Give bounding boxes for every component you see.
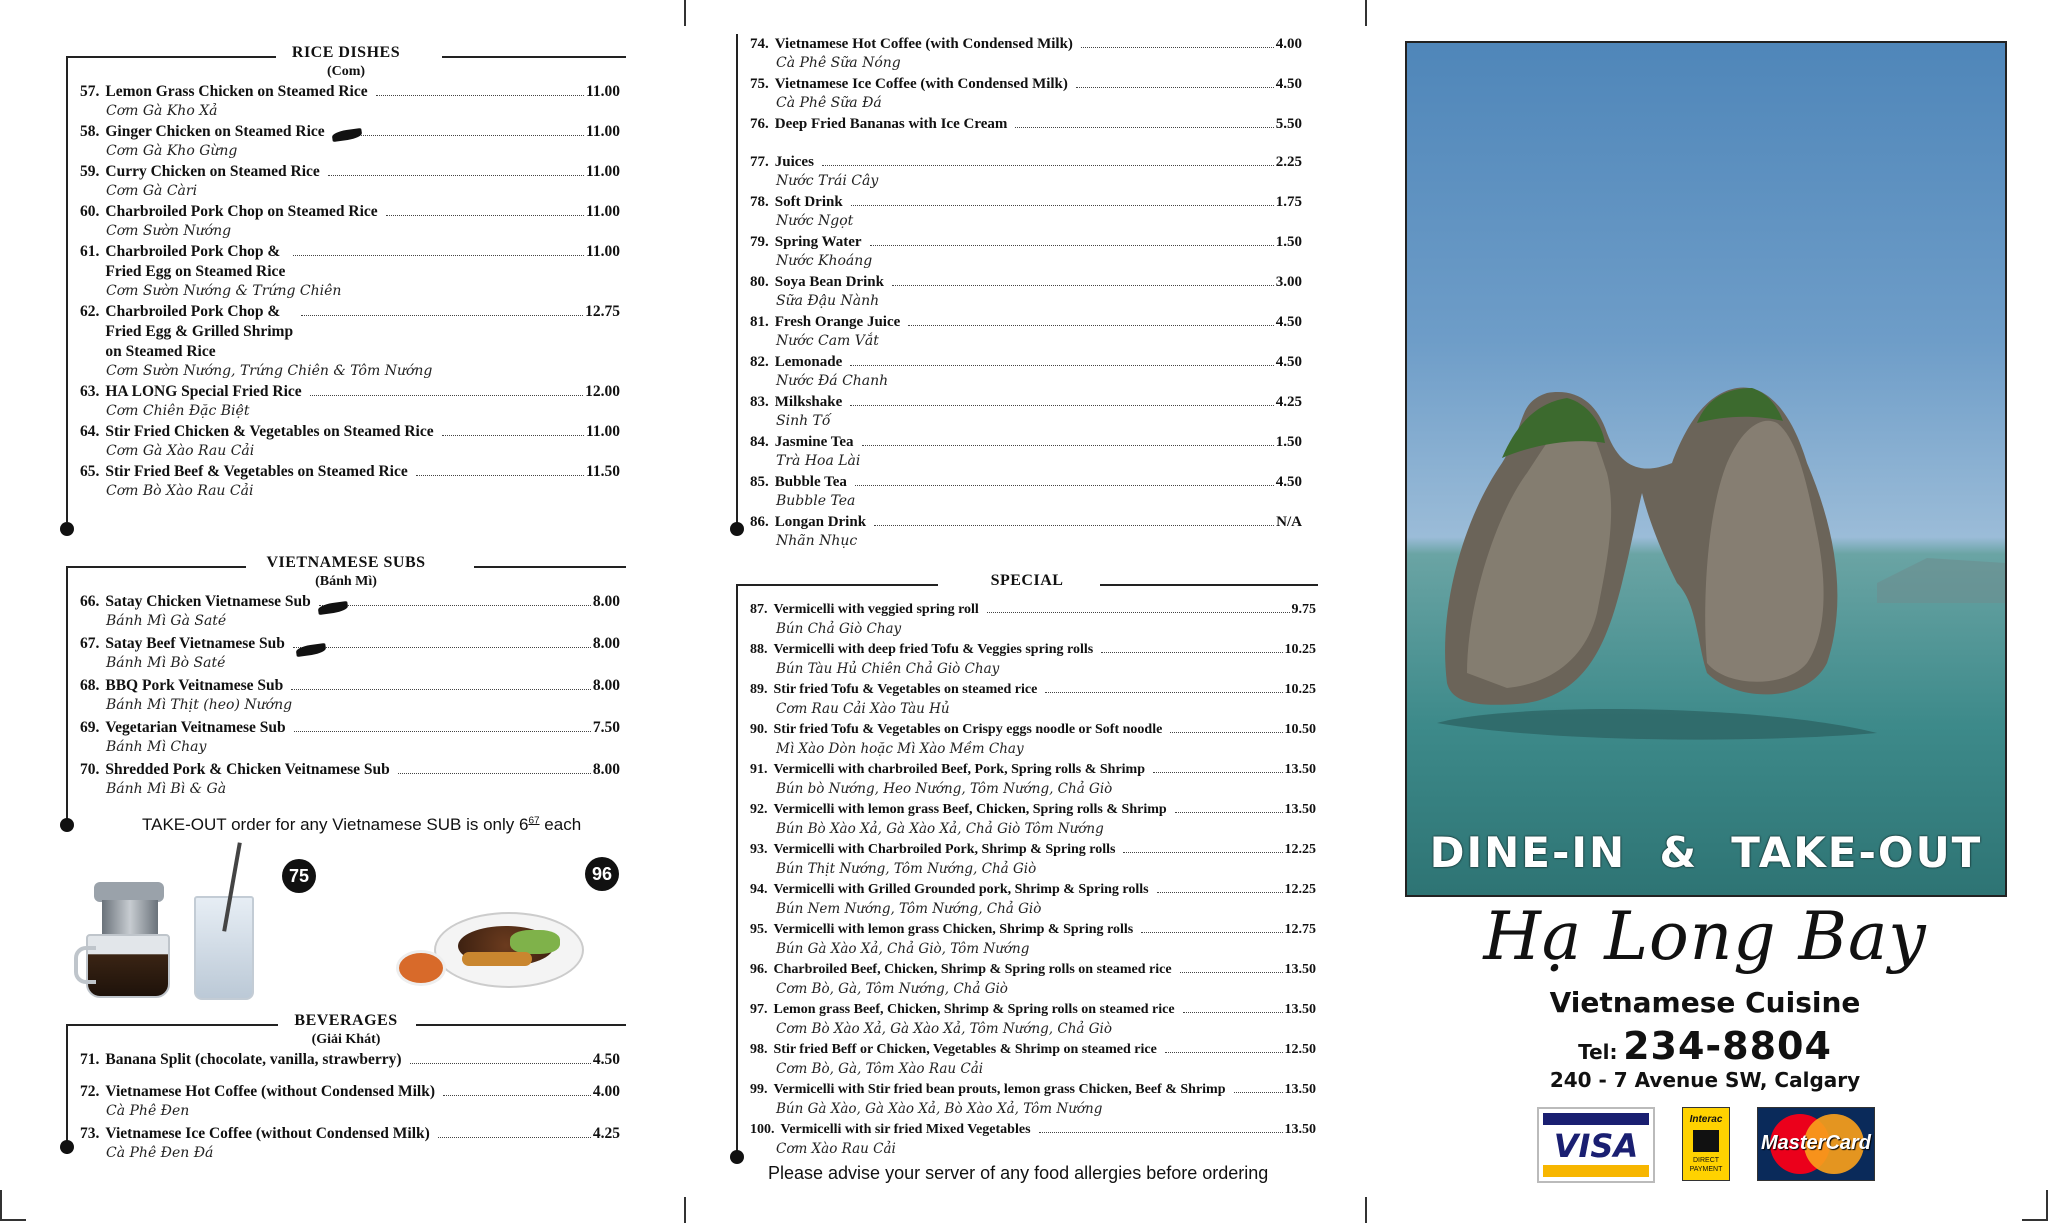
drinks-section xyxy=(736,34,1302,549)
item-number: 78. xyxy=(750,194,769,210)
item-vietnamese-name: Nước Trái Cây xyxy=(776,173,879,189)
item-name: Milkshake xyxy=(774,394,843,410)
item-name: Stir fried Beff or Chicken, Vegetables & Shrimp on steamed rice xyxy=(773,1042,1157,1057)
rice-section xyxy=(66,44,626,534)
badge-96: 96 xyxy=(585,857,619,891)
menu-item xyxy=(750,640,1316,679)
menu-item xyxy=(750,1040,1316,1079)
item-vietnamese-name: Nhãn Nhục xyxy=(776,533,858,549)
menu-item xyxy=(750,472,1302,510)
special-items xyxy=(750,600,1316,1160)
menu-item xyxy=(80,592,620,630)
item-price: 4.50 xyxy=(592,1051,620,1068)
item-name: Vermicelli with lemon grass Beef, Chicken, Spring rolls & Shrimp xyxy=(773,802,1167,817)
item-price: 12.25 xyxy=(1284,842,1316,857)
dine-in-banner: DINE-IN & TAKE-OUT xyxy=(1429,828,1983,877)
leader-dots xyxy=(908,325,1273,326)
mastercard-logo: MasterCard xyxy=(1757,1107,1875,1181)
special-section xyxy=(736,572,1318,1172)
item-number: 95. xyxy=(750,922,768,937)
leader-dots xyxy=(851,205,1274,206)
rice-title: RICE DISHES xyxy=(291,44,401,61)
item-name: Longan Drink xyxy=(774,514,867,530)
item-number: 63. xyxy=(80,383,100,400)
item-number: 91. xyxy=(750,762,768,777)
leader-dots xyxy=(293,255,584,256)
item-name: Soft Drink xyxy=(774,194,843,210)
menu-item xyxy=(80,82,620,120)
item-price: 13.50 xyxy=(1284,762,1316,777)
leader-dots xyxy=(892,285,1274,286)
item-price: 11.00 xyxy=(585,203,620,220)
menu-item xyxy=(80,122,620,160)
leader-dots xyxy=(870,245,1274,246)
item-vietnamese-name: Bún bò Nướng, Heo Nướng, Tôm Nướng, Chả Giò xyxy=(776,781,1113,797)
item-vietnamese-name: Trà Hoa Lài xyxy=(776,453,861,469)
item-vietnamese-name: Bánh Mì Chay xyxy=(106,739,207,755)
item-vietnamese-name: Nước Cam Vắt xyxy=(776,333,879,349)
menu-item xyxy=(750,232,1302,270)
item-name: Stir Fried Beef & Vegetables on Steamed Rice xyxy=(105,463,408,480)
menu-item xyxy=(750,34,1302,72)
menu-item xyxy=(750,272,1302,310)
item-name: Satay Chicken Vietnamese Sub xyxy=(105,593,311,610)
item-name: Charbroiled Pork Chop on Steamed Rice xyxy=(105,203,378,220)
item-price: 13.50 xyxy=(1284,962,1316,977)
leader-dots xyxy=(850,365,1274,366)
drinks-items xyxy=(750,34,1302,552)
item-vietnamese-name: Bubble Tea xyxy=(776,493,856,509)
interac-logo: Interac DIRECT PAYMENT xyxy=(1682,1107,1730,1181)
menu-item xyxy=(750,152,1302,190)
item-vietnamese-name: Bún Nem Nướng, Tôm Nướng, Chả Giò xyxy=(776,901,1042,917)
item-vietnamese-name: Cơm Xào Rau Cải xyxy=(776,1141,896,1157)
item-price: 4.25 xyxy=(592,1125,620,1142)
item-name: BBQ Pork Veitnamese Sub xyxy=(105,677,284,694)
item-number: 61. xyxy=(80,243,100,260)
item-vietnamese-name: Cơm Sườn Nướng & Trứng Chiên xyxy=(106,283,342,299)
item-number: 98. xyxy=(750,1042,768,1057)
menu-item xyxy=(80,162,620,200)
menu-item xyxy=(750,114,1302,134)
menu-item xyxy=(750,74,1302,112)
menu-item xyxy=(80,1124,620,1162)
item-price: 8.00 xyxy=(592,635,620,652)
item-number: 76. xyxy=(750,116,769,132)
menu-item xyxy=(750,192,1302,230)
item-number: 100. xyxy=(750,1122,775,1137)
item-vietnamese-name: Cơm Sườn Nướng, Trứng Chiên & Tôm Nướng xyxy=(106,363,433,379)
leader-dots xyxy=(1045,692,1282,693)
leader-dots xyxy=(410,1063,591,1064)
item-name: Vermicelli with deep fried Tofu & Veggies spring rolls xyxy=(773,642,1094,657)
menu-item xyxy=(750,920,1316,959)
item-vietnamese-name: Cơm Rau Cải Xào Tàu Hủ xyxy=(776,701,950,717)
item-name: Vietnamese Ice Coffee (without Condensed Milk) xyxy=(105,1125,430,1142)
beverages-subtitle: (Giải Khát) xyxy=(311,1032,381,1047)
visa-logo: VISA xyxy=(1537,1107,1655,1183)
item-name: Charbroiled Pork Chop & Fried Egg & Grilled Shrimp on Steamed Rice xyxy=(105,303,294,360)
leader-dots xyxy=(416,475,584,476)
item-price: 9.75 xyxy=(1291,602,1316,617)
item-number: 92. xyxy=(750,802,768,817)
leader-dots xyxy=(294,731,591,732)
leader-dots xyxy=(1165,1052,1283,1053)
menu-item xyxy=(750,312,1302,350)
item-number: 75. xyxy=(750,76,769,92)
leader-dots xyxy=(443,1095,591,1096)
beverages-section xyxy=(66,1012,626,1192)
menu-item xyxy=(750,392,1302,430)
menu-item xyxy=(80,462,620,500)
item-vietnamese-name: Cơm Bò Xào Xả, Gà Xào Xả, Tôm Nướng, Chả Giò xyxy=(776,1021,1112,1037)
rice-subtitle: (Com) xyxy=(326,64,366,79)
item-number: 96. xyxy=(750,962,768,977)
item-vietnamese-name: Bánh Mì Bò Saté xyxy=(106,655,226,671)
item-price: N/A xyxy=(1276,514,1302,530)
leader-dots xyxy=(1081,47,1274,48)
item-vietnamese-name: Cơm Sườn Nướng xyxy=(106,223,232,239)
rice-items xyxy=(80,82,620,502)
item-vietnamese-name: Sữa Đậu Nành xyxy=(776,293,880,309)
leader-dots xyxy=(386,215,584,216)
menu-item xyxy=(750,800,1316,839)
leader-dots xyxy=(333,135,584,136)
item-number: 79. xyxy=(750,234,769,250)
item-price: 13.50 xyxy=(1284,1122,1316,1137)
leader-dots xyxy=(301,315,583,316)
item-price: 8.00 xyxy=(592,677,620,694)
item-number: 64. xyxy=(80,423,100,440)
item-vietnamese-name: Cơm Chiên Đặc Biệt xyxy=(106,403,250,419)
item-name: Soya Bean Drink xyxy=(774,274,884,290)
subs-subtitle: (Bánh Mì) xyxy=(315,574,377,589)
leader-dots xyxy=(1141,932,1282,933)
item-name: Vermicelli with charbroiled Beef, Pork, Spring rolls & Shrimp xyxy=(773,762,1146,777)
item-number: 89. xyxy=(750,682,768,697)
leader-dots xyxy=(1123,852,1282,853)
plate-illustration xyxy=(392,900,582,1000)
beverages-title: BEVERAGES xyxy=(294,1012,398,1029)
item-vietnamese-name: Cơm Gà Kho Gừng xyxy=(106,143,238,159)
item-vietnamese-name: Cà Phê Đen Đá xyxy=(106,1145,214,1161)
phone-line xyxy=(1405,1024,2005,1068)
item-vietnamese-name: Cơm Gà Kho Xả xyxy=(106,103,218,119)
item-vietnamese-name: Cà Phê Đen xyxy=(106,1103,190,1119)
menu-item xyxy=(80,1050,620,1070)
allergy-note: Please advise your server of any food allergies before ordering xyxy=(768,1163,1269,1183)
item-vietnamese-name: Bún Gà Xào, Gà Xào Xả, Bò Xào Xả, Tôm Nướng xyxy=(776,1101,1103,1117)
halong-bay-photo xyxy=(1405,41,2007,897)
item-number: 60. xyxy=(80,203,100,220)
item-name: Vermicelli with sir fried Mixed Vegetables xyxy=(780,1122,1031,1137)
item-price: 4.00 xyxy=(1275,36,1302,52)
item-price: 1.75 xyxy=(1275,194,1302,210)
cuisine-label: Vietnamese Cuisine xyxy=(1549,986,1861,1019)
item-name: Charbroiled Beef, Chicken, Shrimp & Spring rolls on steamed rice xyxy=(773,962,1172,977)
item-name: Spring Water xyxy=(774,234,862,250)
item-price: 3.00 xyxy=(1275,274,1302,290)
item-number: 70. xyxy=(80,761,100,778)
item-number: 86. xyxy=(750,514,769,530)
menu-item xyxy=(80,676,620,714)
menu-item xyxy=(750,1120,1316,1159)
item-number: 69. xyxy=(80,719,100,736)
tel-number: 234-8804 xyxy=(1623,1024,1832,1068)
leader-dots xyxy=(328,175,584,176)
item-number: 90. xyxy=(750,722,768,737)
item-vietnamese-name: Cơm Bò, Gà, Tôm Xào Rau Cải xyxy=(776,1061,984,1077)
item-vietnamese-name: Bún Gà Xào Xả, Chả Giò, Tôm Nướng xyxy=(776,941,1030,957)
item-vietnamese-name: Bún Bò Xào Xả, Gà Xào Xả, Chả Giò Tôm Nướng xyxy=(776,821,1104,837)
item-number: 77. xyxy=(750,154,769,170)
item-number: 99. xyxy=(750,1082,768,1097)
item-name: Satay Beef Vietnamese Sub xyxy=(105,635,285,652)
menu-item xyxy=(750,1080,1316,1119)
restaurant-name: Hạ Long Bay xyxy=(1483,898,1927,975)
item-name: Lemon Grass Chicken on Steamed Rice xyxy=(105,83,368,100)
item-name: Stir Fried Chicken & Vegetables on Steamed Rice xyxy=(105,423,434,440)
item-number: 83. xyxy=(750,394,769,410)
item-price: 4.00 xyxy=(592,1083,620,1100)
item-number: 88. xyxy=(750,642,768,657)
subs-takeout-note: TAKE-OUT order for any Vietnamese SUB is only $6^{67}$ each xyxy=(142,815,582,834)
tel-label: Tel: xyxy=(1578,1040,1618,1064)
item-vietnamese-name: Cơm Bò Xào Rau Cải xyxy=(106,483,254,499)
menu-item xyxy=(750,760,1316,799)
menu-item xyxy=(80,242,620,300)
leader-dots xyxy=(1183,1012,1283,1013)
item-name: Bubble Tea xyxy=(774,474,847,490)
special-title: SPECIAL xyxy=(990,572,1064,589)
item-number: 72. xyxy=(80,1083,100,1100)
item-price: 11.00 xyxy=(585,163,620,180)
item-number: 73. xyxy=(80,1125,100,1142)
item-number: 80. xyxy=(750,274,769,290)
item-price: 1.50 xyxy=(1275,434,1302,450)
menu-item xyxy=(80,422,620,460)
item-number: 57. xyxy=(80,83,100,100)
item-name: Vegetarian Veitnamese Sub xyxy=(105,719,286,736)
item-price: 12.75 xyxy=(1284,922,1316,937)
leader-dots xyxy=(1076,87,1274,88)
leader-dots xyxy=(1101,652,1282,653)
leader-dots xyxy=(1015,127,1273,128)
item-price: 10.25 xyxy=(1284,682,1316,697)
item-price: 12.50 xyxy=(1284,1042,1316,1057)
menu-item xyxy=(750,840,1316,879)
leader-dots xyxy=(293,647,591,648)
item-number: 68. xyxy=(80,677,100,694)
item-price: 8.00 xyxy=(592,593,620,610)
item-price: 10.50 xyxy=(1284,722,1316,737)
subs-section xyxy=(66,554,626,834)
item-price: 1.50 xyxy=(1275,234,1302,250)
item-name: Charbroiled Pork Chop & Fried Egg on Steamed Rice xyxy=(105,243,286,280)
item-name: Deep Fried Bananas with Ice Cream xyxy=(774,116,1008,132)
menu-item xyxy=(80,634,620,672)
item-price: 12.00 xyxy=(585,383,620,400)
item-price: 4.50 xyxy=(1275,314,1302,330)
item-name: Vermicelli with Stir fried bean prouts, lemon grass Chicken, Beef & Shrimp xyxy=(773,1082,1226,1097)
item-price: 11.00 xyxy=(585,243,620,260)
item-vietnamese-name: Bún Chả Giò Chay xyxy=(776,621,902,637)
item-price: 13.50 xyxy=(1284,1002,1316,1017)
menu-item xyxy=(80,760,620,798)
badge-75: 75 xyxy=(282,859,316,893)
item-name: Vermicelli with veggied spring roll xyxy=(773,602,979,617)
item-vietnamese-name: Bánh Mì Bì & Gà xyxy=(106,781,227,797)
item-price: 4.50 xyxy=(1275,76,1302,92)
leader-dots xyxy=(376,95,584,96)
item-number: 62. xyxy=(80,303,100,320)
item-number: 97. xyxy=(750,1002,768,1017)
subs-items xyxy=(80,592,620,802)
item-number: 85. xyxy=(750,474,769,490)
menu-item xyxy=(750,680,1316,719)
item-name: Banana Split (chocolate, vanilla, strawberry) xyxy=(105,1051,402,1068)
item-number: 58. xyxy=(80,123,100,140)
item-vietnamese-name: Cơm Bò, Gà, Tôm Nướng, Chả Giò xyxy=(776,981,1008,997)
leader-dots xyxy=(291,689,591,690)
subs-title: VIETNAMESE SUBS xyxy=(266,554,426,571)
menu-item xyxy=(80,202,620,240)
item-name: Ginger Chicken on Steamed Rice xyxy=(105,123,325,140)
leader-dots xyxy=(1039,1132,1283,1133)
item-number: 84. xyxy=(750,434,769,450)
item-price: 10.25 xyxy=(1284,642,1316,657)
item-vietnamese-name: Mì Xào Dòn hoặc Mì Xào Mềm Chay xyxy=(776,741,1024,757)
leader-dots xyxy=(822,165,1274,166)
item-vietnamese-name: Cà Phê Sữa Đá xyxy=(776,95,882,111)
leader-dots xyxy=(442,435,584,436)
item-vietnamese-name: Nước Đá Chanh xyxy=(776,373,889,389)
leader-dots xyxy=(398,773,591,774)
menu-item xyxy=(80,1082,620,1120)
menu-item xyxy=(80,382,620,420)
item-vietnamese-name: Cơm Gà Xào Rau Cải xyxy=(106,443,255,459)
item-name: Shredded Pork & Chicken Veitnamese Sub xyxy=(105,761,390,778)
item-name: Vermicelli with lemon grass Chicken, Shrimp & Spring rolls xyxy=(773,922,1134,937)
item-price: 4.50 xyxy=(1275,354,1302,370)
item-number: 74. xyxy=(750,36,769,52)
item-price: 12.75 xyxy=(585,303,620,320)
item-price: 11.00 xyxy=(585,123,620,140)
item-name: Vermicelli with Grilled Grounded pork, Shrimp & Spring rolls xyxy=(773,882,1149,897)
item-price: 11.00 xyxy=(585,83,620,100)
item-price: 13.50 xyxy=(1284,802,1316,817)
item-price: 12.25 xyxy=(1284,882,1316,897)
leader-dots xyxy=(310,395,583,396)
item-number: 82. xyxy=(750,354,769,370)
item-vietnamese-name: Bún Thịt Nướng, Tôm Nướng, Chả Giò xyxy=(776,861,1037,877)
item-vietnamese-name: Nước Khoáng xyxy=(776,253,873,269)
item-number: 87. xyxy=(750,602,768,617)
menu-item xyxy=(750,880,1316,919)
item-price: 11.00 xyxy=(585,423,620,440)
item-vietnamese-name: Cơm Gà Càri xyxy=(106,183,198,199)
menu-item xyxy=(750,960,1316,999)
menu-item xyxy=(750,720,1316,759)
leader-dots xyxy=(855,485,1274,486)
item-number: 65. xyxy=(80,463,100,480)
address: 240 - 7 Avenue SW, Calgary xyxy=(1549,1068,1861,1092)
item-number: 59. xyxy=(80,163,100,180)
item-name: Stir fried Tofu & Vegetables on Crispy eggs noodle or Soft noodle xyxy=(773,722,1163,737)
leader-dots xyxy=(1175,812,1283,813)
leader-dots xyxy=(874,525,1274,526)
menu-item xyxy=(80,302,620,380)
rock-formation xyxy=(1407,43,2005,895)
item-price: 4.50 xyxy=(1275,474,1302,490)
item-name: Stir fried Tofu & Vegetables on steamed rice xyxy=(773,682,1038,697)
item-number: 81. xyxy=(750,314,769,330)
item-name: Vietnamese Hot Coffee (with Condensed Milk) xyxy=(774,36,1073,52)
menu-item xyxy=(750,1000,1316,1039)
item-vietnamese-name: Bánh Mì Thịt (heo) Nướng xyxy=(106,697,293,713)
item-name: Fresh Orange Juice xyxy=(774,314,901,330)
item-number: 66. xyxy=(80,593,100,610)
leader-dots xyxy=(1153,772,1282,773)
item-name: Lemonade xyxy=(774,354,843,370)
item-price: 8.00 xyxy=(592,761,620,778)
item-price: 2.25 xyxy=(1275,154,1302,170)
item-number: 71. xyxy=(80,1051,100,1068)
item-name: Vermicelli with Charbroiled Pork, Shrimp & Spring rolls xyxy=(773,842,1116,857)
item-name: Lemon grass Beef, Chicken, Shrimp & Spring rolls on steamed rice xyxy=(773,1002,1175,1017)
item-number: 93. xyxy=(750,842,768,857)
leader-dots xyxy=(1170,732,1282,733)
item-price: 4.25 xyxy=(1275,394,1302,410)
menu-item xyxy=(750,432,1302,470)
leader-dots xyxy=(1157,892,1283,893)
menu-item xyxy=(750,512,1302,550)
item-number: 94. xyxy=(750,882,768,897)
leader-dots xyxy=(850,405,1273,406)
item-name: Jasmine Tea xyxy=(774,434,854,450)
menu-item xyxy=(80,718,620,756)
coffee-illustration xyxy=(74,842,264,1002)
item-name: Curry Chicken on Steamed Rice xyxy=(105,163,320,180)
leader-dots xyxy=(862,445,1274,446)
item-vietnamese-name: Sinh Tố xyxy=(776,413,831,429)
item-name: Juices xyxy=(774,154,814,170)
item-price: 5.50 xyxy=(1275,116,1302,132)
item-vietnamese-name: Nước Ngọt xyxy=(776,213,854,229)
item-name: HA LONG Special Fried Rice xyxy=(105,383,302,400)
leader-dots xyxy=(987,612,1290,613)
item-name: Vietnamese Hot Coffee (without Condensed Milk) xyxy=(105,1083,435,1100)
item-price: 13.50 xyxy=(1284,1082,1316,1097)
beverages-items xyxy=(80,1050,620,1166)
menu-item xyxy=(750,600,1316,639)
leader-dots xyxy=(1180,972,1283,973)
menu-item xyxy=(750,352,1302,390)
item-vietnamese-name: Cà Phê Sữa Nóng xyxy=(776,55,901,71)
leader-dots xyxy=(319,605,591,606)
item-number: 67. xyxy=(80,635,100,652)
leader-dots xyxy=(438,1137,591,1138)
item-price: 7.50 xyxy=(592,719,620,736)
item-vietnamese-name: Bánh Mì Gà Saté xyxy=(106,613,227,629)
item-price: 11.50 xyxy=(585,463,620,480)
item-vietnamese-name: Bún Tàu Hủ Chiên Chả Giò Chay xyxy=(776,661,1000,677)
leader-dots xyxy=(1234,1092,1283,1093)
item-name: Vietnamese Ice Coffee (with Condensed Milk) xyxy=(774,76,1068,92)
